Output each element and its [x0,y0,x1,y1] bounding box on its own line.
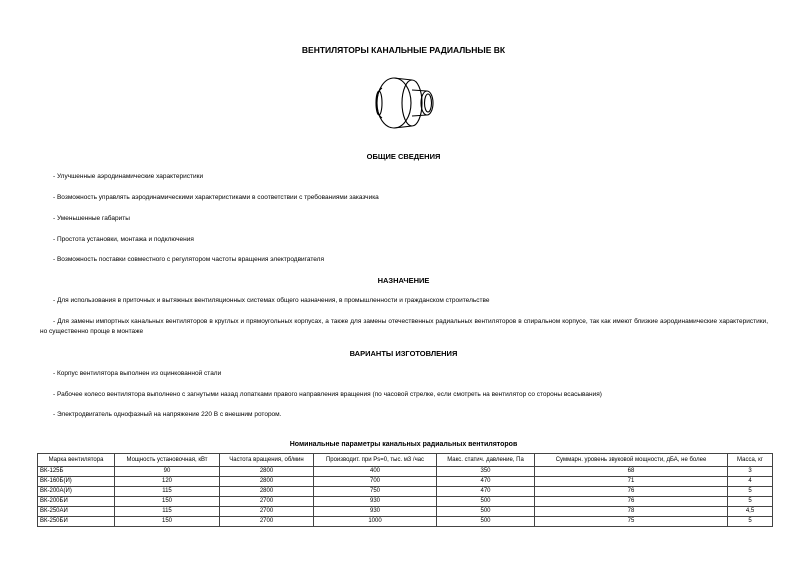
table-cell: 5 [728,517,773,527]
table-cell: 500 [437,517,535,527]
table-cell: ВК-250БИ [38,517,115,527]
table-header-row [38,454,773,467]
table-cell: 115 [115,507,220,517]
general-item: - Улучшенные аэродинамические характеристики [53,173,204,180]
variants-item: - Электродвигатель однофазный на напряжение 220 В с внешним ротором. [53,411,282,418]
table-row [38,507,773,517]
table-cell: 1000 [314,517,437,527]
table-cell: ВК-160Б(И) [38,477,115,487]
table-row [38,487,773,497]
table-cell: ВК-200А(И) [38,487,115,497]
table-cell: 2800 [220,487,314,497]
table-row [38,477,773,487]
general-item: - Уменьшенные габариты [53,215,130,222]
table-cell: 500 [437,497,535,507]
table-cell: 750 [314,487,437,497]
column-header: Мощность установочная, кВт [115,454,220,467]
table-cell: 2700 [220,497,314,507]
table-cell: 3 [728,467,773,477]
table-cell: 5 [728,487,773,497]
column-header: Производит. при Рs=0, тыс. м3 /час [314,454,437,467]
table-cell: 76 [535,487,728,497]
column-header: Масса, кг [728,454,773,467]
table-row [38,467,773,477]
variants-heading: ВАРИАНТЫ ИЗГОТОВЛЕНИЯ [349,349,458,358]
purpose-heading: НАЗНАЧЕНИЕ [377,276,430,285]
table-cell: 68 [535,467,728,477]
variants-item: - Рабочее колесо вентилятора выполнено с загнутыми назад лопатками правого направления вращения (по часовой стрелке, если смотреть на вентилятор со стороны всасывания) [53,391,602,398]
table-row [38,497,773,507]
table-cell: 5 [728,497,773,507]
table-cell: 115 [115,487,220,497]
table-cell: ВК-125Б [38,467,115,477]
table-cell: 150 [115,517,220,527]
table-title: Номинальные параметры канальных радиальных вентиляторов [289,441,518,448]
purpose-item: - Для замены импортных канальных вентиляторов в круглых и прямоугольных корпусах, а также для замены отечественных радиальных вентиляторов в спиральном корпусе, так как имеют близкие аэродинамические характеристики, но существенно проще в монтаже [40,318,768,335]
table-cell: 150 [115,497,220,507]
column-header: Марка вентилятора [38,454,115,467]
table-cell: 71 [535,477,728,487]
table-cell: 120 [115,477,220,487]
table-cell: 2800 [220,477,314,487]
general-info-heading: ОБЩИЕ СВЕДЕНИЯ [366,152,441,161]
table-cell: 4,5 [728,507,773,517]
table-cell: 75 [535,517,728,527]
table-cell: 350 [437,467,535,477]
table-cell: ВК-200БИ [38,497,115,507]
table-cell: 500 [437,507,535,517]
general-item: - Возможность управлять аэродинамическими характеристиками в соответствии с требованиями заказчика [53,194,379,201]
table-row [38,517,773,527]
table-cell: 2800 [220,467,314,477]
column-header: Частота вращения, об/мин [220,454,314,467]
table-cell: 400 [314,467,437,477]
table-cell: 700 [314,477,437,487]
general-item: - Возможность поставки совместного с регулятором частоты вращения электродвигателя [53,256,324,263]
variants-item: - Корпус вентилятора выполнен из оцинкованной стали [53,370,222,377]
table-cell: 2700 [220,507,314,517]
purpose-item: - Для использования в приточных и вытяжных вентиляционных системах общего назначения, в промышленности и гражданском строительстве [53,297,490,304]
table-cell: 470 [437,477,535,487]
table-cell: 4 [728,477,773,487]
table-cell: 76 [535,497,728,507]
table-cell: 90 [115,467,220,477]
column-header: Макс. статич. давление, Па [437,454,535,467]
table-cell: 470 [437,487,535,497]
document-title: ВЕНТИЛЯТОРЫ КАНАЛЬНЫЕ РАДИАЛЬНЫЕ ВК [301,45,506,55]
table-cell: 930 [314,497,437,507]
column-header: Суммарн. уровень звуковой мощности, дБА, не более [535,454,728,467]
fan-illustration-icon [372,74,438,132]
table-cell: 930 [314,507,437,517]
table-cell: 2700 [220,517,314,527]
parameters-table [37,453,773,527]
table-cell: ВК-250АИ [38,507,115,517]
general-item: - Простота установки, монтажа и подключения [53,236,194,243]
table-cell: 78 [535,507,728,517]
